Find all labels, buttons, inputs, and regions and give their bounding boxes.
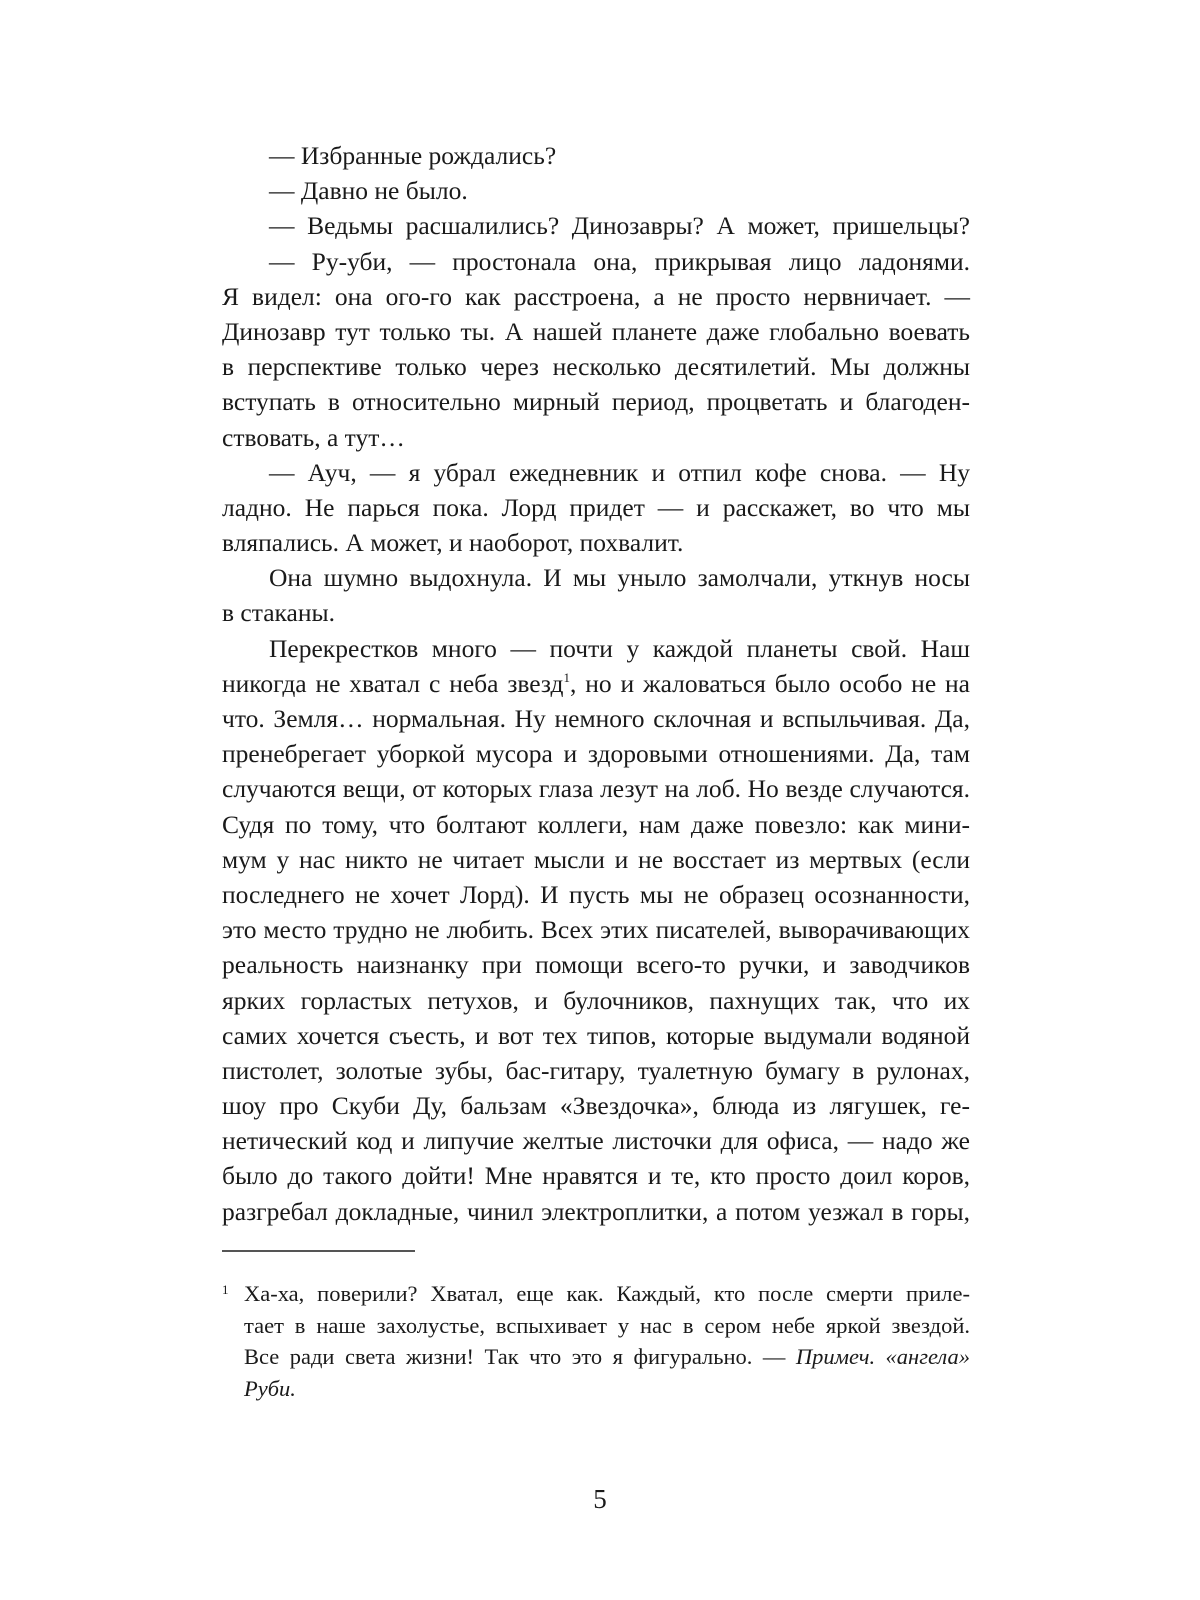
text-line-with-footnote — [222, 666, 970, 701]
text-line: ладно. Не парься пока. Лорд придет — и расскажет, во что мы — [222, 492, 970, 522]
page-number: 5 — [593, 1484, 607, 1514]
footnote-reference[interactable]: 1 — [563, 669, 570, 685]
text-line: — Избранные рождались? — [269, 141, 557, 170]
text-line: пистолет, золотые зубы, бас-гитару, туалетную бумагу в рулонах, — [222, 1055, 970, 1085]
text-line: реальность наизнанку при помощи всего-то ручки, и заводчиков — [222, 950, 970, 980]
text-line: вступать в относительно мирный период, процветать и благоден- — [222, 387, 970, 417]
text-line: вляпались. А может, и наоборот, похвалит. — [222, 528, 684, 558]
text-line: — Ауч, — я убрал ежедневник и отпил кофе снова. — Ну — [269, 457, 970, 487]
text-line: шоу про Скуби Ду, бальзам «Звездочка», блюда из лягушек, ге- — [222, 1091, 970, 1121]
text-line: — Ведьмы расшалились? Динозавры? А может, пришельцы? — [269, 211, 970, 241]
text-line: последнего не хочет Лорд). И пусть мы не образец осознанности, — [222, 879, 970, 909]
text-line: разгребал докладные, чинил электроплитки, а потом уезжал в горы, — [222, 1196, 970, 1226]
footnote-attribution: Примеч. «ангела» — [795, 1344, 971, 1369]
footnote-line — [222, 1341, 970, 1373]
text-line: это место трудно не любить. Всех этих писателей, выворачивающих — [222, 915, 970, 945]
text-line: — Ру-уби, — простонала она, прикрывая лицо ладонями. — [269, 246, 970, 276]
text-line: было до такого дойти! Мне нравятся и те, кто просто доил коров, — [222, 1161, 970, 1191]
text-line: нетический код и липучие желтые листочки для офиса, — надо же — [222, 1126, 970, 1156]
footnote-text: Все ради света жизни! Так что это я фигурально. — — [244, 1344, 796, 1369]
text-line: — Давно не было. — [269, 176, 468, 206]
text-line: Она шумно выдохнула. И мы уныло замолчали, уткнув носы — [269, 563, 970, 593]
text-line: в перспективе только через несколько десятилетий. Мы должны — [222, 352, 970, 382]
text-line: в стаканы. — [222, 598, 335, 628]
text-line: мум у нас никто не читает мысли и не восстает из мертвых (если — [222, 844, 970, 874]
footnote-marker: 1 — [222, 1282, 229, 1297]
text-line: Судя по тому, что болтают коллеги, нам даже повезло: как мини- — [222, 809, 970, 839]
text-line: самих хочется съесть, и вот тех типов, которые выдумали водяной — [222, 1020, 970, 1050]
footnote — [222, 1278, 970, 1404]
text-fragment: , но и жаловаться было особо не на — [570, 668, 970, 698]
text-line: ствовать, а тут… — [222, 422, 405, 452]
footnote-attribution-name: Руби. — [244, 1375, 296, 1401]
text-line: ярких горластых петухов, и булочников, пахнущих так, что их — [222, 985, 970, 1015]
text-line: пренебрегает уборкой мусора и здоровыми отношениями. Да, там — [222, 739, 970, 769]
text-fragment: никогда не хватал с неба звезд — [222, 668, 564, 698]
text-line: Динозавр тут только ты. А нашей планете даже глобально воевать — [222, 316, 970, 346]
footnote-line: Ха-ха, поверили? Хватал, еще как. Каждый, кто после смерти приле- — [244, 1281, 970, 1306]
text-line: Перекрестков много — почти у каждой планеты свой. Наш — [269, 633, 970, 663]
text-line: что. Земля… нормальная. Ну немного склочная и вспыльчивая. Да, — [222, 704, 970, 733]
page-body — [222, 138, 970, 1229]
footnote-separator — [222, 1250, 415, 1252]
text-line: Я видел: она ого-го как расстроена, а не просто нервничает. — — [222, 281, 970, 311]
text-line: случаются вещи, от которых глаза лезут на лоб. Но везде случаются. — [222, 774, 970, 804]
footnote-line: тает в наше захолустье, вспыхивает у нас в сером небе яркой звездой. — [244, 1312, 970, 1338]
